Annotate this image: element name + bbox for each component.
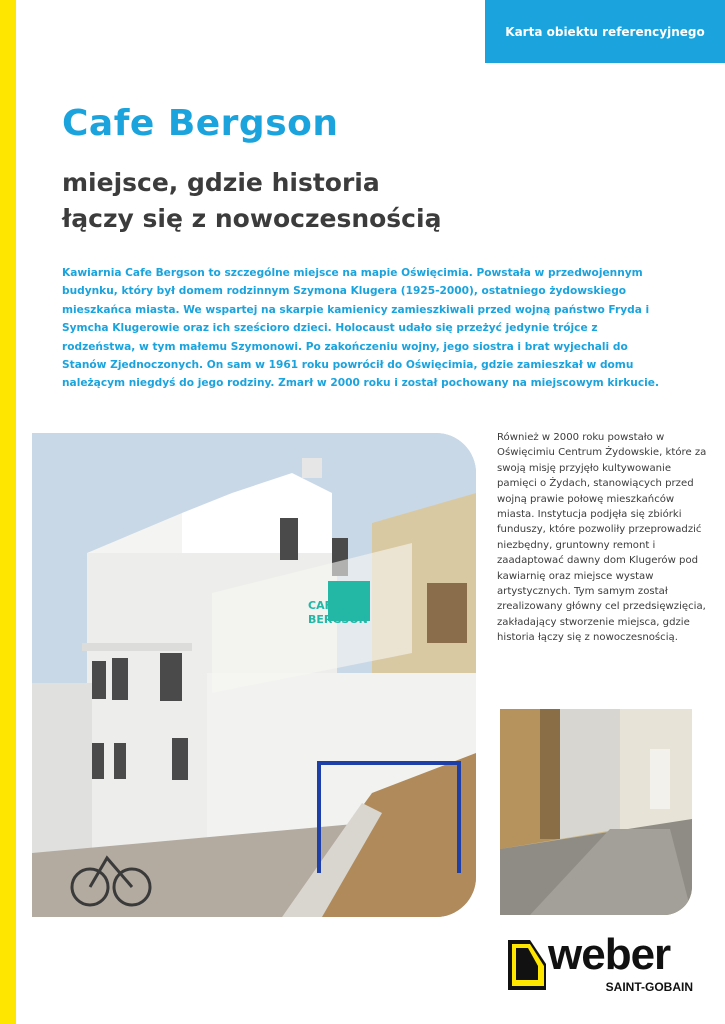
logo-word: weber: [548, 930, 671, 979]
building-illustration: [32, 433, 476, 917]
body-paragraph: Również w 2000 roku powstało w Oświęcimiu Centrum Żydowskie, które za swoją misję przyjęło kultywowanie pamięci o Żydach, stanowiących przed wojną prawie połowę mieszkańców miasta. Instytucja podjęła się zbiórki funduszy, które pozwoliły przeprowadzić niezbędny, gruntowny remont i zaadaptować dawny dom Klugerów pod kawiarnię oraz miejsce wystaw artystycznych. Tym samym został zrealizowany główny cel przedsięwzięcia, zakładający stworzenie miejsca, gdzie historia łączy się z nowoczesnością.: [497, 432, 707, 644]
cafe-sign-line-2: BERGSON: [308, 613, 368, 626]
tag-label: Karta obiektu referencyjnego: [505, 24, 705, 39]
interior-photo: [500, 709, 692, 915]
cafe-sign-line-1: CAFE: [308, 599, 340, 612]
weber-mark-icon: [508, 940, 548, 990]
logo-subtext: SAINT-GOBAIN: [605, 980, 693, 994]
page-title: Cafe Bergson: [62, 103, 339, 144]
subtitle-line-2: łączy się z nowoczesnością: [62, 204, 442, 233]
subtitle-line-1: miejsce, gdzie historia: [62, 168, 380, 197]
yellow-side-bar: [0, 0, 16, 1024]
lead-paragraph: Kawiarnia Cafe Bergson to szczególne miejsce na mapie Oświęcimia. Powstała w przedwojennym budynku, który był domem rodzinnym Szymona Klugera (1925-2000), ostatniego żydowskiego mieszkańca miasta. We wspartej na skarpie kamienicy zamieszkiwali przed wojną państwo Fryda i Symcha Klugerowie oraz ich sześcioro dzieci. Holocaust udało się przeżyć jedynie trójce z rodzeństwa, w tym małemu Szymonowi. Po zakończeniu wojny, jego siostra i brat wyjechali do Stanów Zjednoczonych. On sam w 1961 roku powrócił do Oświęcimia, gdzie zamieszkał w domu należącym niegdyś do jego rodziny. Zmarł w 2000 roku i został pochowany na miejscowym kirkucie.: [62, 267, 659, 390]
page-subtitle: [62, 165, 622, 237]
weber-logo: [508, 930, 693, 996]
interior-illustration: [500, 709, 692, 915]
building-photo: [32, 433, 476, 917]
reference-card-tag: [485, 0, 725, 63]
